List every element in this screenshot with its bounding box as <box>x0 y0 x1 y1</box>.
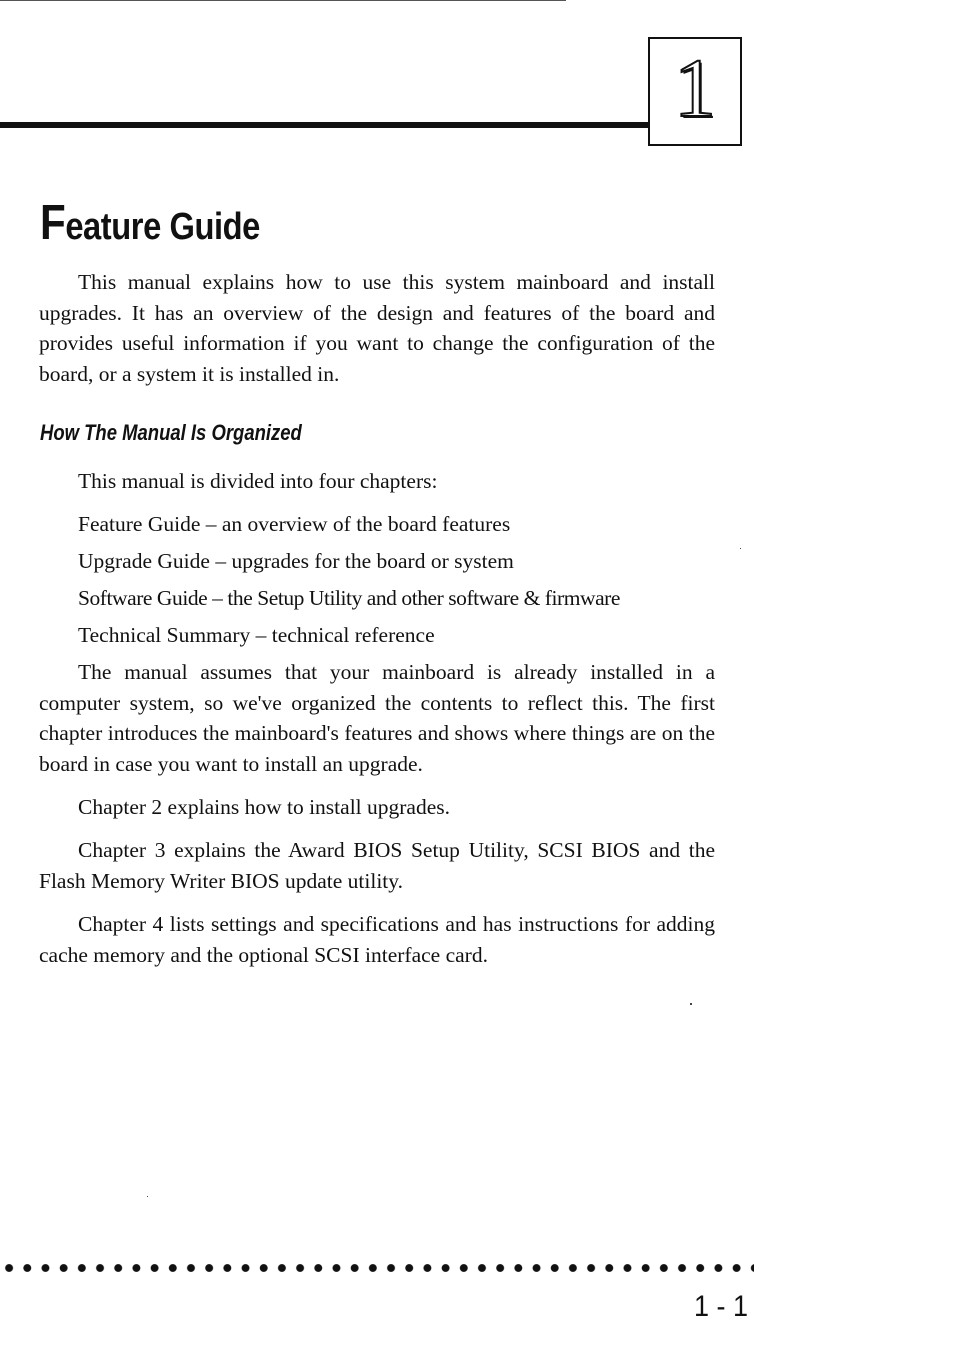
chapter-list-item: Upgrade Guide – upgrades for the board or system <box>78 549 514 573</box>
organization-paragraph: The manual assumes that your mainboard is already installed in a computer system, so we've organized the contents to reflect this. The first chapter introduces the mainboard's features and shows where things are on the board in case you want to install an upgrade. <box>39 660 715 776</box>
scan-speck <box>147 1196 148 1197</box>
chapter-number: 1 <box>674 42 716 135</box>
intro-paragraph: This manual explains how to use this system mainboard and install upgrades. It has an overview of the design and features of the board and provides useful information if you want to change the configuration of the board, or a system it is installed in. <box>39 270 715 386</box>
chapter-rule <box>0 122 648 128</box>
chapter-3-paragraph: Chapter 3 explains the Award BIOS Setup Utility, SCSI BIOS and the Flash Memory Writer BIOS update utility. <box>39 838 715 893</box>
chapter-4-paragraph: Chapter 4 lists settings and specifications and has instructions for adding cache memory and the optional SCSI interface card. <box>39 912 715 967</box>
section-heading: How The Manual Is Organized <box>40 420 302 445</box>
chapter-2-paragraph: Chapter 2 explains how to install upgrades. <box>78 795 450 819</box>
page-title-initial: F <box>40 196 66 250</box>
chapter-list-item: Feature Guide – an overview of the board features <box>78 512 511 536</box>
page-number: 1 - 1 <box>694 1290 749 1323</box>
page-title <box>40 196 260 254</box>
chapter-number-box <box>648 37 742 146</box>
scan-speck <box>690 1003 692 1005</box>
chapter-list-item: Software Guide – the Setup Utility and other software & firmware <box>78 586 620 610</box>
chapter-list-item: Technical Summary – technical reference <box>78 623 435 647</box>
page-title-rest: eature Guide <box>65 206 260 248</box>
top-hairline <box>0 0 566 1</box>
dotted-footer-rule <box>0 1261 754 1275</box>
scan-speck <box>740 548 741 549</box>
chapters-lead: This manual is divided into four chapters: <box>78 469 438 493</box>
